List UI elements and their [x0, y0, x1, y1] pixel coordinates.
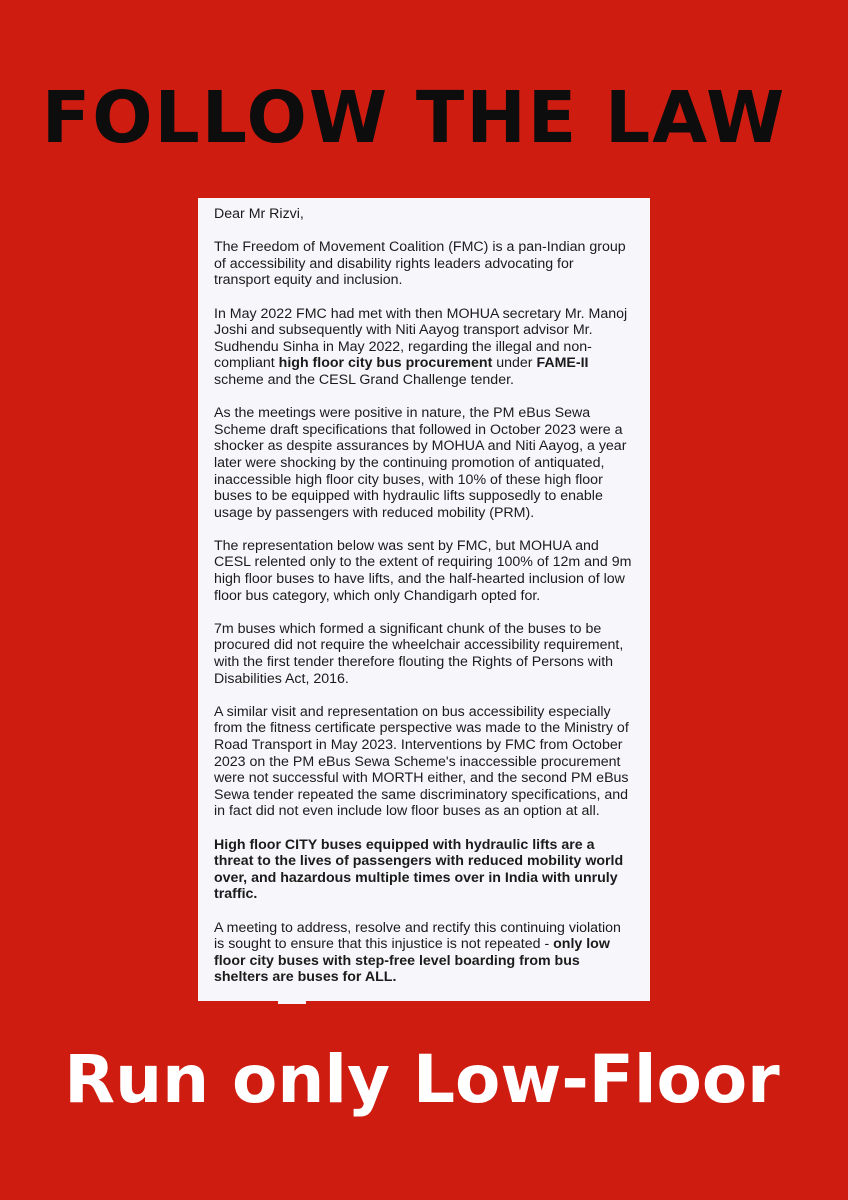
- footer-slogan: Run only Low-Floor: [64, 1041, 780, 1118]
- letter-paragraph-request: [214, 920, 632, 986]
- letter-paragraph-7m-buses: 7m buses which formed a significant chunk of the buses to be procured did not require the wheelchair accessibility requirement, with the first tender therefore flouting the Rights of Persons with Disabilities Act, 2016.: [214, 620, 624, 687]
- letter-paragraph-ebus-scheme: As the meetings were positive in nature, the PM eBus Sewa Scheme draft specifications that followed in October 2023 were a shocker as despite assurances by MOHUA and Niti Aayog, a year later were shocking by the continuing promotion of antiquated, inaccessible high floor city buses, with 10% of these high floor buses to be equipped with hydraulic lifts supposedly to enable usage by passengers with reduced mobility (PRM).: [214, 405, 627, 521]
- letter-paragraph-meetings: [214, 306, 632, 389]
- scroll-handle: [278, 998, 306, 1004]
- letter-salutation: Dear Mr Rizvi,: [214, 206, 304, 222]
- letter-paragraph-threat: [214, 837, 632, 903]
- letter-paragraph-intro: The Freedom of Movement Coalition (FMC) is a pan-Indian group of accessibility and disability rights leaders advocating for transport equity and inclusion.: [214, 239, 626, 289]
- letter-paragraph-morth: A similar visit and representation on bus accessibility especially from the fitness certificate perspective was made to the Ministry of Road Transport in May 2023. Interventions by FMC from October 2023 on the PM eBus Sewa Scheme's inaccessible procurement were not successful with MORTH either, and the second PM eBus Sewa tender repeated the same discriminatory specifications, and in fact did not even include low floor buses as an option at all.: [214, 703, 629, 820]
- p2-bold-procurement: high floor city bus procurement: [278, 355, 493, 372]
- p2-text-a: In May 2022 FMC had met with then MOHUA secretary Mr. Manoj Joshi and subsequently with Niti Aayog transport advisor Mr. Sudhendu Sinha in May 2022, regarding the illegal and non-compliant: [214, 305, 628, 372]
- p2-text-b: under: [492, 355, 537, 372]
- headline: FOLLOW THE LAW: [41, 76, 787, 159]
- p2-bold-fame: FAME-II: [536, 355, 589, 372]
- letter-screenshot: [198, 198, 650, 1001]
- p8-bold-low-floor: only low floor city buses with step-free level boarding from bus shelters are buses for ALL.: [214, 936, 610, 986]
- letter-paragraph-representation: The representation below was sent by FMC, but MOHUA and CESL relented only to the extent of requiring 100% of 12m and 9m high floor buses to have lifts, and the half-hearted inclusion of low floor bus category, which only Chandigarh opted for.: [214, 537, 632, 604]
- p8-text: A meeting to address, resolve and rectify this continuing violation is sought to ensure that this injustice is not repeated -: [214, 919, 621, 953]
- p7-bold-threat: High floor CITY buses equipped with hydraulic lifts are a threat to the lives of passengers with reduced mobility world over, and hazardous multiple times over in India with unruly traffic.: [214, 836, 624, 903]
- p2-text-c: scheme and the CESL Grand Challenge tender.: [214, 371, 514, 388]
